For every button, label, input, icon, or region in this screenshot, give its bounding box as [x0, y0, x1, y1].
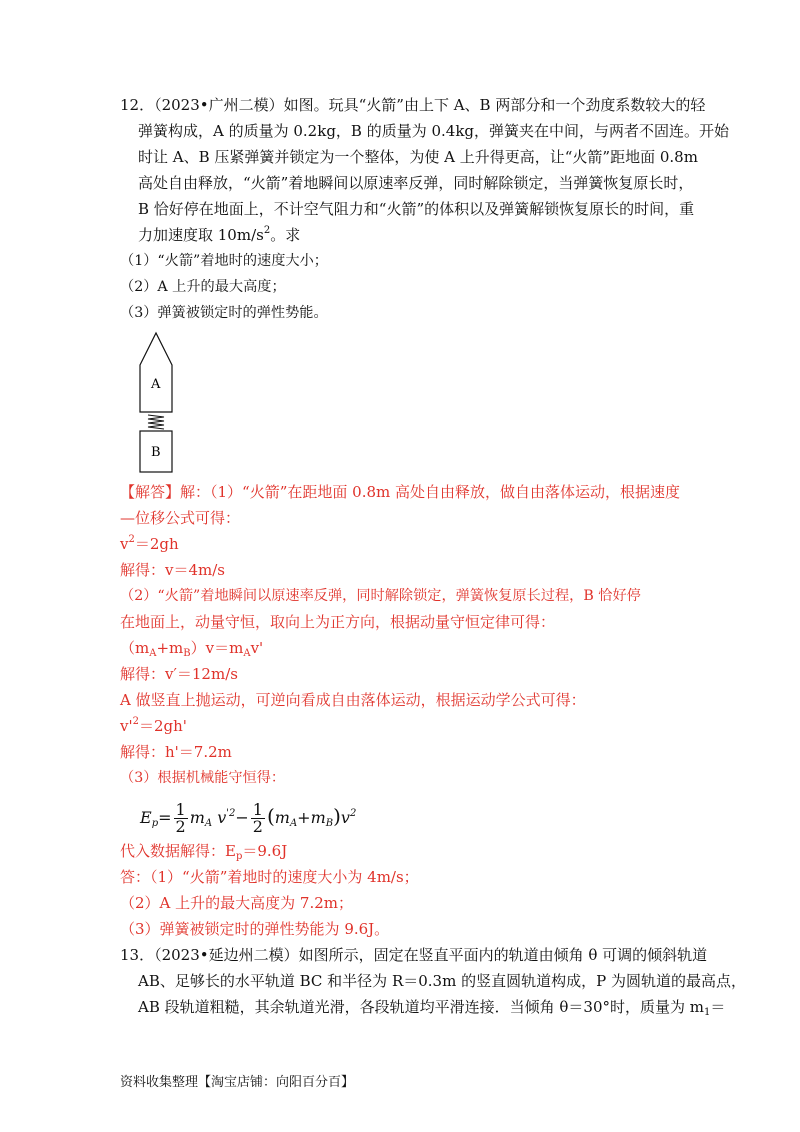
- answer-result-2: 解得：v′＝12m/s: [120, 665, 238, 683]
- q12-sub-question-3: （3）弹簧被锁定时的弹性势能。: [120, 305, 328, 321]
- q12-sub-question-1: （1）“火箭”着地时的速度大小；: [120, 253, 328, 269]
- q12-line-3: 时让 A、B 压紧弹簧并锁定为一个整体，为使 A 上升得更高，让“火箭”距地面 0.8m: [138, 148, 698, 166]
- answer-line-4: 在地面上，动量守恒，取向上为正方向，根据动量守恒定律可得：: [120, 613, 556, 631]
- rocket-label-a: A: [151, 377, 161, 392]
- answer-result-4: 代入数据解得：$E_p=9.6J$: [120, 842, 288, 862]
- q13-line-2: AB、足够长的水平轨道 BC 和半径为 R＝0.3m 的竖直圆轨道构成，P 为圆轨道的最高点，: [138, 972, 746, 990]
- rocket-label-b: B: [151, 445, 161, 460]
- answer-line-3: （2）“火箭”着地瞬间以原速率反弹，同时解除锁定，弹簧恢复原长过程，B 恰好停: [120, 588, 641, 604]
- q12-line-5: B 恰好停在地面上，不计空气阻力和“火箭”的体积以及弹簧解锁恢复原长的时间，重: [138, 200, 695, 218]
- rocket-part-a-outline: [140, 333, 172, 412]
- q12-line-6-text: 力加速度取 10m/s: [138, 226, 264, 244]
- q12-line-4: 高处自由释放，“火箭”着地瞬间以原速率反弹，同时解除锁定，当弹簧恢复原长时，: [138, 174, 694, 192]
- q12-line-6: [138, 225, 300, 245]
- final-answer-3: （3）弹簧被锁定时的弹性势能为 9.6J。: [120, 920, 390, 938]
- q13-line-3: AB 段轨道粗糙，其余轨道光滑，各段轨道均平滑连接．当倾角 θ＝30°时，质量为 $m_1=$: [138, 998, 726, 1018]
- answer-equation-2: $(m_A+m_B)v=m_Av'$: [120, 639, 264, 659]
- final-answer-1: 答：（1）“火箭”着地时的速度大小为 4m/s；: [120, 868, 419, 886]
- answer-line-2: —位移公式可得：: [120, 509, 241, 527]
- elastic-energy-equation: $E_p=$ $\frac{1}{2}$ $m_A$ $v^{'2}-$ $\frac{1}{2}$ $(m_A+m_B)v^2$: [140, 800, 357, 836]
- final-answer-2: （2）A 上升的最大高度为 7.2m；: [120, 894, 353, 912]
- answer-line-1: 【解答】解：（1）“火箭”在距地面 0.8m 高处自由释放，做自由落体运动，根据速度: [120, 483, 680, 501]
- q12-line-6-sup: 2: [263, 225, 271, 236]
- q12-line-6-post: 。求: [270, 226, 301, 244]
- q12-line-2: 弹簧构成，A 的质量为 0.2kg，B 的质量为 0.4kg，弹簧夹在中间，与两者不固连。开始: [138, 122, 730, 140]
- answer-line-5: A 做竖直上抛运动，可逆向看成自由落体运动，根据运动学公式可得：: [120, 691, 586, 709]
- page-footer: 资料收集整理【淘宝店铺：向阳百分百】: [120, 1075, 355, 1090]
- rocket-figure: [132, 330, 182, 475]
- rocket-spring: [148, 415, 164, 429]
- q12-line-1: 12．（2023•广州二模）如图。玩具“火箭”由上下 A、B 两部分和一个劲度系数较大的轻: [120, 96, 706, 114]
- answer-result-3: 解得：h'＝7.2m: [120, 743, 232, 761]
- q13-line-1: 13．（2023•延边州二模）如图所示，固定在竖直平面内的轨道由倾角 θ 可调的倾斜轨道: [120, 946, 708, 964]
- answer-result-1: 解得：v＝4m/s: [120, 561, 225, 579]
- answer-equation-3: $v'^2=2gh'$: [120, 716, 187, 735]
- q12-sub-question-2: （2）A 上升的最大高度；: [120, 279, 286, 295]
- answer-equation-1: $v^2=2gh$: [120, 534, 179, 553]
- answer-line-6: （3）根据机械能守恒得：: [120, 770, 286, 786]
